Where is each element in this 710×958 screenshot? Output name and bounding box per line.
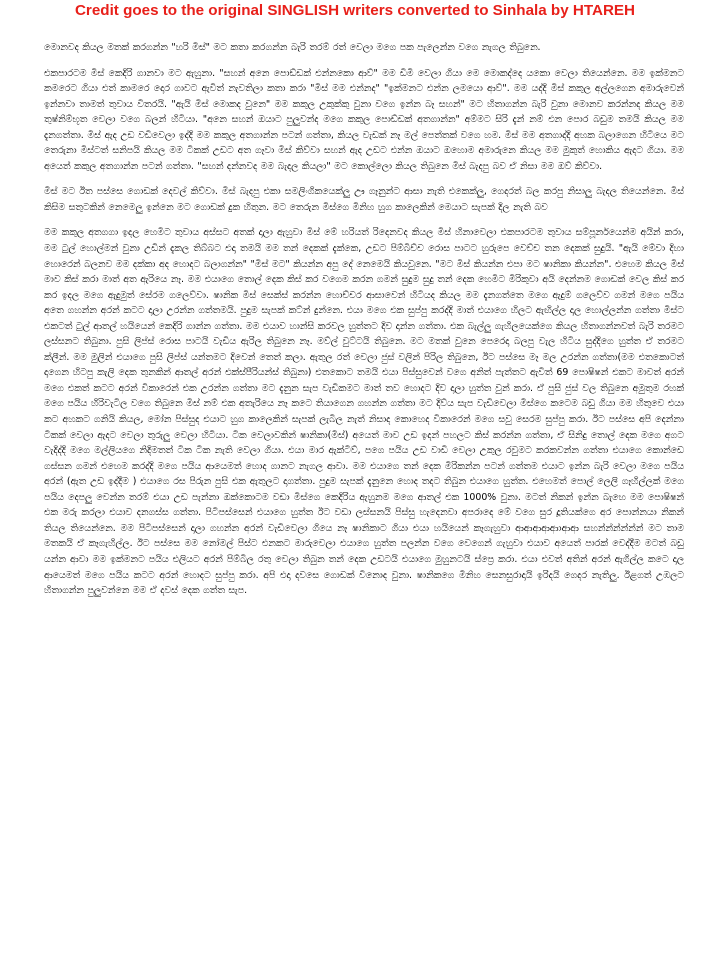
paragraph-2: එකපාරටම මිස් කෙදිරි ගානවා මට ඇහුනා. "සහන් අනෙ පොඩ්ඩක් එන්නකො ආව්" මම ඩිමි වෙලා ගියා මෙ මොකද්දෙ යකො වෙලා තියෙන්නෙ. මම ඉක්මනට කමරෙට ගියා එත් කාමරෙ දොර ගාවට ඇවිත් නැවතිලා කතා කරා "මිස් මම එන්නද" "ඉක්මනට එන්න ලමයො ආව්". මම යද්දි මිස් කකුල අල්ලගෙන අමාරුවෙන් ඉන්නවා තාමත් තුවාය විතරයි. "ඇයි මිස් මොකද වුනෙ" මම කකුල උකුක්කු වුනා වගෙ ඉන්න බෑ සහන්" මට හිතාගන්න බැරි වුනා මොනව කරන්නද කියල මම තුෂ්නිම්භූත වෙලා වගෙ බලන් හිටියා. "අනෙ සහන් ඔයාට පුලුවන්ද මගෙ කකුල පොඩ්ඩක් අතගාන්න" අම්මට සිරි දැන් නම් එන පොර බඩුම තමයි කියල මම දැනගත්තා. මිස් ඇද උඩ වඩිවෙලා ඉද්දි මම කකුල අතගාන්න පටන් ගත්තා, කියල වැඩක් නෑ මල් පෙත්තක් වගෙ හම. මිස් මම අතගාද්දි අහක බලාගෙන හිටියෙ මට තෙරුනා මිස්ටත් සනිපයි කියල මම ටිකක් උඩට අත ගෑවා මිස් කිව්වා සහන් ඇද උඩට එන්න ඔයාට ඔහොම අමාරුනෙ කියල මම මුකුත් හොකිය ඇදට ගියා. මම අයෙත් කකුල අතගාන්න පටන් ගත්තා. "සහන් දන්නවද මම බැදල කියලා" මට කොල්ලො කියල තිබුනෙ මිස් බැදපු බව ඒ නිසා මම ඔව් කිව්වා. xyxy=(44,67,684,172)
credit-header: Credit goes to the original SINGLISH writers converted to Sinhala by HTAREH xyxy=(74,2,636,19)
paragraph-1: මොනවද කියල මතක් කරගන්න "හරි මිස්" මට කතා කරගන්න බැරි තරම් රත් වෙලා මගෙ පක පැලෙන්න වගෙ නැගල තිබුනෙ. xyxy=(44,42,541,53)
paragraph-4: මම කකුල අතගගා ඉදල හෙමිට තුවාය අස්සට අතක් දාලා ඇහුවා මිස් මේ හරියත් රිදෙනවද කියල මිස් හිනාවෙලා එකපාරටම තුවාය සම්පූර්නයෙන්ම අයින් කරා, මම ටුල් හොල්මන් වුනා උඩින් දැකල තිබ්බට එදා තමයි මම තන් දෙකක් දැක්කෙ, උඩට පිම්බිච්ච රොස පාටට හුරුපෙ වෙච්ච තන දෙකක් සුදුයි. "ඇයි මේවා දිහා හොරෙන් බලනව මම දක්කා අද හොදට බලාගන්න" "මිස් මට" කියන්න අපු දේ නෙමෙයි කියවුනෙ. "මට මිස් කියන්න එපා මට ෂානිකා කියන්න". එහෙම කියල මිස් මාව කිස් කරා මාත් අත ඇරියෙ නෑ. මම එයාගෙ තොල් දෙක කිස් කර වගෙම කරන ගමන් සුදුම සුදු තන් දෙක හෙමිට මිරිකුවා අයි දෙන්නම ගොඩක් වෙල කිස් කර කර ඉදල මගෙ ඇදුමුත් සේරම ගලෙව්වා. ෂානික මිස් සෙක්ස් කරන්න හොච්චර ආසාවෙන් හිටියද කියල මම දැනගත්තෙ මගෙ ඇදුම් ගලෙව්ව ගමන් මගෙ පයිය අතෙ ගහන්න අරන් කටට දාලා උරන්න ගත්තමයි. පුදුම සැපක් කට්න් දුන්නෙ. එයා මගෙ එක සුප්පු කරද්දි මාත් එයාගෙ හිලට ඇඟිල්ල දාල හොල්ලන්න ගත්තා මිස්ට එකටත් ටුල් ආතල් හයියෙන් කෙදිරි ගාන්න ගත්තා. මම එයාව හාන්සි කරවල හුත්තට දිව දාන්න ගත්තා. එක බැල්ලු ගැහිලයෙක්ගෙ කියල හිතාගන්නවත් බැරි තරමට ලස්සනට තිබුනා. පුසි ලිප්ස් රොස පාටයි වැඩිය ඇරිල තිබුනෙ නෑ. මව්ල් වුට්ටයි තිබුනෙ. මට මතක් වුනෙ පෙරෙදා බලපු වැල හිටිය සුද්දිගෙ හුත්ත ඒ තරමට ක්ලීන්. මම මුලින් එයාගෙ පුසි ලිප්ස් යන්තමට දිවෙන් තෙත් කලා. ඇතුල රත් වෙලා ජුස් වලින් පිරිල තිබුනෙ, ඊට පස්සෙ මෑ මල උරන්න ගත්තා(මම එතකොටත් දාගෙන හිටපු කැලි දෙක තුනකින් ආතල් අරන් එක්ස්පීරියන්ස් තිබුනා) එතකොට තමයි එයා පිස්සුවෙන් වගෙ අනිත් පැත්තට ඇවිත් 69 පොෂිෂන් එකට මාවත් අරන් මගෙ එකත් කටට අරන් විකාරෙන් එක උරන්න ගත්තා මට දැනුන සැප වැඩිකමට මාත් තව හොදට දිව දාලා හුත්ත වුන් කරා. ඒ පුසි ජුස් වල තිබුනෙ අමුතුම රහක් මගෙ පයිය හිරිවැටිල වගෙ තිබුනෙ මිස් නම් එක අතැරියෙ නෑ කටෙ තියාගෙන ගහන්න ගත්තා මට දිව්ය සැප වැඩිවෙලා මිස්ගෙ කටෙම බඩු ගියා මම හිතුවෙ එයා කට අහකට ගනියි කියල, මෝන පිස්සුද එයාට හුග කාලෙකින් සැපක් ලැබිල නැත් නිසාද කොහෙද විකාරෙන් මගෙ සවු සෙරම සුප්පු කරා. ඊට පස්සෙ අපි දෙන්නා ටිකක් වෙලා ඇදට වෙලා තුරුලු වෙලා හිටියා. ටික වෙලාවකින් ෂානිකා(මිස්) අයෙත් මාව උඩ ඉදන් පහලට කිස් කරන්න ගත්තා, ඒ සිනිදු තොල් දෙක මගෙ අගට වැදිද්දි මගෙ මල්ලියගෙ නිදිමතත් ටික ටික නැති වෙලා ගියා. එයා මාර ඇක්ටිව්, පගෙ පයිය උඩ වාඩි වෙලා උකුල රවුමට කරකවන්න ගත්තා එයාගෙ කොන්ඩෙ ගස්සන ගමන් එහෙම කරද්දි මගෙ පයිය ආයෙමත් හොද ගානට නැගල ආවා. මම එයාගෙ තන් දෙක මිරිකන්න පටන් ගත්තම එයාට ඉන්න බැරි වෙලා මගෙ පයිය අරන් (ඇත උඩ ඉද්දීම ) එයාගෙ රස පිරුන පුසි එක ඇතුලට දාගත්තා. පුදුම සැපක් දැනුනෙ හොද තදට තිබුන එයාගෙ හුත්ත. එහෙමත් පොල් ලෙලි ගෑහිල්ලක් මගෙ පයිය දෙපලු වෙන්න තරම් එයා උඩ පැන්නා ඔක්කොටම වඩා මිස්ගෙ කෙදිරිය ඇහුනම මගෙ ආතල් එක 1000% වුනා. මටත් නිකන් ඉන්න බැහෙ මම පොෂිෂන් එක මරු කරලා එයාව දනගස්ස ගත්තා. පිටිපස්සෙන් එයාගෙ හුත්ත ඊට වඩා ලස්සනයි පිස්සු හැදෙනවා අපරාදෙ මේ වගෙ සුර දූතියක්ගෙ අර පොන්නයා නිකන් තියල තියෙන්නෙ. මම පිටිපස්සෙන් දාලා ගහන්න අරන් වැඩිවෙලා ගියෙ නෑ ෂානිකාට ගියා එයා හයියෙන් කෑගැහුවා ආආආආආාආආ සහන්න්න්න්න්න් මට තාම මතකයි ඒ කෑගැහිල්ල. ඊට පස්සෙ මම නෝමල් පිස්ට එනකට මාරුවෙලා එයාගෙ හුත්ත පලන්න වගෙ වෙගෙන් ගැහුවා එයාව අයෙත් පාරක් වෙද්දීම මටත් බඩු යන්න ආවා මම ඉක්මනට පයිය එලියට අරන් පිම්බිල රතු වෙලා තිබුන තන් දෙක උඩටයි එයාගෙ මුහුනටයි ස්ප්‍රෙ කරා. එයා එවත් අතින් අරන් ඇගිල්ල කටෙ දාල ආයෙමත් මගෙ පයිය කටට අරන් හොදට සුප්පු කරා. අපි එදා දවසෙ ගොඩක් විනොද වුනා. ෂානිකගෙ මිනිහ සෙනසුරාදායි ඉරිදයි ගෙදර නැතිලු. ඊළගත් උඹලට හිතාගන්න පුලුවන්නෙ මම ඒ දවස් දෙක ගත්ත සැප. xyxy=(44,227,684,597)
story-body xyxy=(44,40,684,609)
paragraph-3: මිස් මට ඊත පස්සෙ ගොඩක් දෙවල් කිව්වා. මිස් බැදපු එකා සමලිංගිකයෙක්ලු ඌ ගෑනුන්ට ආසා නැති එකෙක්ලු, ගෙදරත් බල කරපු නිසාලු බැදල තියෙන්නෙ. මිස් කිසිම සතුටකින් නෙමෙලු ඉන්නෙ මට ගොඩක් දුක හිතුන. මට තෙරුන මිස්ගෙ මිනිහ හුග කාලෙකින් මෙයාට සැපක් දිල නැති බව xyxy=(44,186,684,213)
